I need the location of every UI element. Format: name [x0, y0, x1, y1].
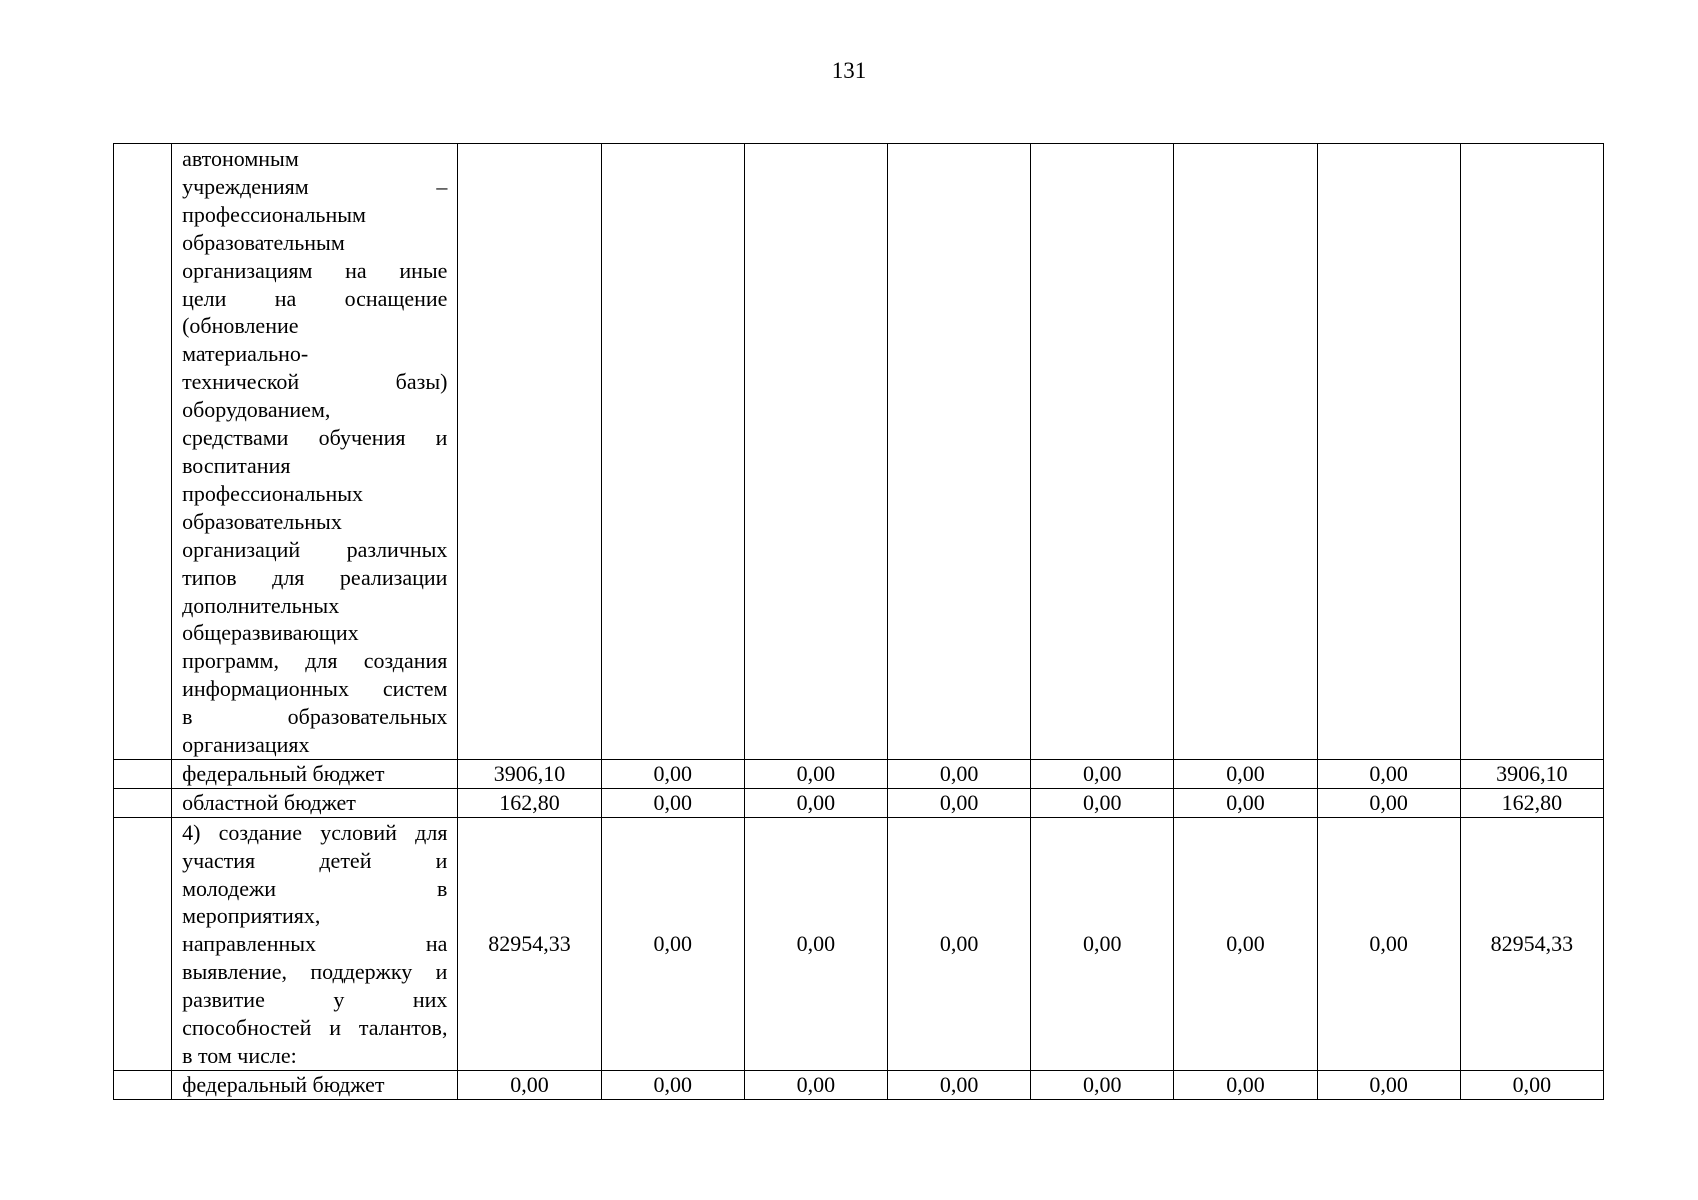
value-cell: 0,00 — [888, 1070, 1031, 1099]
description-line: организациях — [182, 732, 310, 758]
value-cell: 0,00 — [1174, 1070, 1317, 1099]
table-row — [114, 759, 1604, 788]
value-cell: 0,00 — [1174, 759, 1317, 788]
value-cell: 0,00 — [744, 759, 887, 788]
row-number-cell — [114, 817, 172, 1070]
value-cell — [1317, 144, 1460, 760]
description-line: развитие у них — [182, 987, 448, 1013]
value-cell: 0,00 — [1031, 788, 1174, 817]
value-cell: 0,00 — [1031, 817, 1174, 1070]
description-line: организациям на иные — [182, 257, 448, 283]
description-line: (обновление — [182, 313, 299, 339]
value-cell: 162,80 — [458, 788, 601, 817]
description-line: профессиональным — [182, 201, 366, 227]
value-cell: 0,00 — [601, 759, 744, 788]
value-cell: 82954,33 — [458, 817, 601, 1070]
value-cell: 0,00 — [601, 788, 744, 817]
value-cell: 0,00 — [458, 1070, 601, 1099]
row-description — [172, 759, 458, 788]
description-line: типов для реализации — [182, 564, 448, 590]
table-row — [114, 788, 1604, 817]
value-cell: 0,00 — [1031, 1070, 1174, 1099]
table-row — [114, 1070, 1604, 1099]
value-cell: 0,00 — [1174, 817, 1317, 1070]
value-cell: 0,00 — [888, 817, 1031, 1070]
description-line: молодежи в — [182, 875, 448, 901]
value-cell: 162,80 — [1460, 788, 1603, 817]
row-description — [172, 788, 458, 817]
description-line: федеральный бюджет — [182, 1071, 385, 1097]
description-line: выявление, поддержку и — [182, 959, 448, 985]
description-line: федеральный бюджет — [182, 760, 385, 786]
table-body — [114, 144, 1604, 1100]
description-line: материально- — [182, 341, 309, 367]
description-line: в том числе: — [182, 1043, 297, 1068]
description-line: профессиональных — [182, 480, 364, 506]
row-description — [172, 1070, 458, 1099]
value-cell: 0,00 — [1174, 788, 1317, 817]
description-line: образовательных — [182, 508, 342, 534]
description-line: 4) создание условий для — [182, 819, 448, 845]
row-number-cell — [114, 144, 172, 760]
row-number-cell — [114, 759, 172, 788]
value-cell: 0,00 — [888, 759, 1031, 788]
value-cell: 82954,33 — [1460, 817, 1603, 1070]
description-line: воспитания — [182, 452, 291, 478]
value-cell: 0,00 — [1317, 788, 1460, 817]
row-number-cell — [114, 788, 172, 817]
description-line: средствами обучения и — [182, 425, 448, 451]
value-cell: 3906,10 — [1460, 759, 1603, 788]
page-number: 131 — [831, 58, 867, 83]
value-cell — [744, 144, 887, 760]
value-cell: 0,00 — [1031, 759, 1174, 788]
value-cell: 0,00 — [601, 817, 744, 1070]
value-cell — [888, 144, 1031, 760]
description-line: учреждениям – — [182, 173, 448, 199]
description-line: направленных на — [182, 931, 448, 957]
value-cell — [1460, 144, 1603, 760]
description-line: оборудованием, — [182, 397, 331, 423]
value-cell: 0,00 — [1317, 817, 1460, 1070]
table-row — [114, 817, 1604, 1070]
row-number-cell — [114, 1070, 172, 1099]
description-line: в образовательных — [182, 704, 448, 730]
table-row — [114, 144, 1604, 760]
description-line: организаций различных — [182, 536, 448, 562]
description-line: участия детей и — [182, 847, 448, 873]
description-line: дополнительных — [182, 592, 340, 618]
value-cell: 0,00 — [601, 1070, 744, 1099]
description-line: цели на оснащение — [182, 285, 448, 311]
description-line: программ, для создания — [182, 648, 448, 674]
value-cell: 0,00 — [744, 788, 887, 817]
value-cell: 0,00 — [1317, 759, 1460, 788]
value-cell — [1031, 144, 1174, 760]
description-line: общеразвивающих — [182, 620, 359, 646]
value-cell — [601, 144, 744, 760]
value-cell: 3906,10 — [458, 759, 601, 788]
description-line: информационных систем — [182, 676, 448, 702]
value-cell: 0,00 — [888, 788, 1031, 817]
row-description — [172, 817, 458, 1070]
description-line: способностей и талантов, — [182, 1015, 448, 1041]
description-line: автономным — [182, 146, 299, 171]
value-cell — [1174, 144, 1317, 760]
description-line: образовательным — [182, 229, 345, 255]
budget-table — [113, 143, 1604, 1100]
description-line: областной бюджет — [182, 789, 356, 815]
value-cell: 0,00 — [1460, 1070, 1603, 1099]
row-description — [172, 144, 458, 760]
value-cell: 0,00 — [744, 817, 887, 1070]
description-line: технической базы) — [182, 369, 448, 395]
description-line: мероприятиях, — [182, 903, 321, 929]
value-cell: 0,00 — [1317, 1070, 1460, 1099]
value-cell: 0,00 — [744, 1070, 887, 1099]
value-cell — [458, 144, 601, 760]
